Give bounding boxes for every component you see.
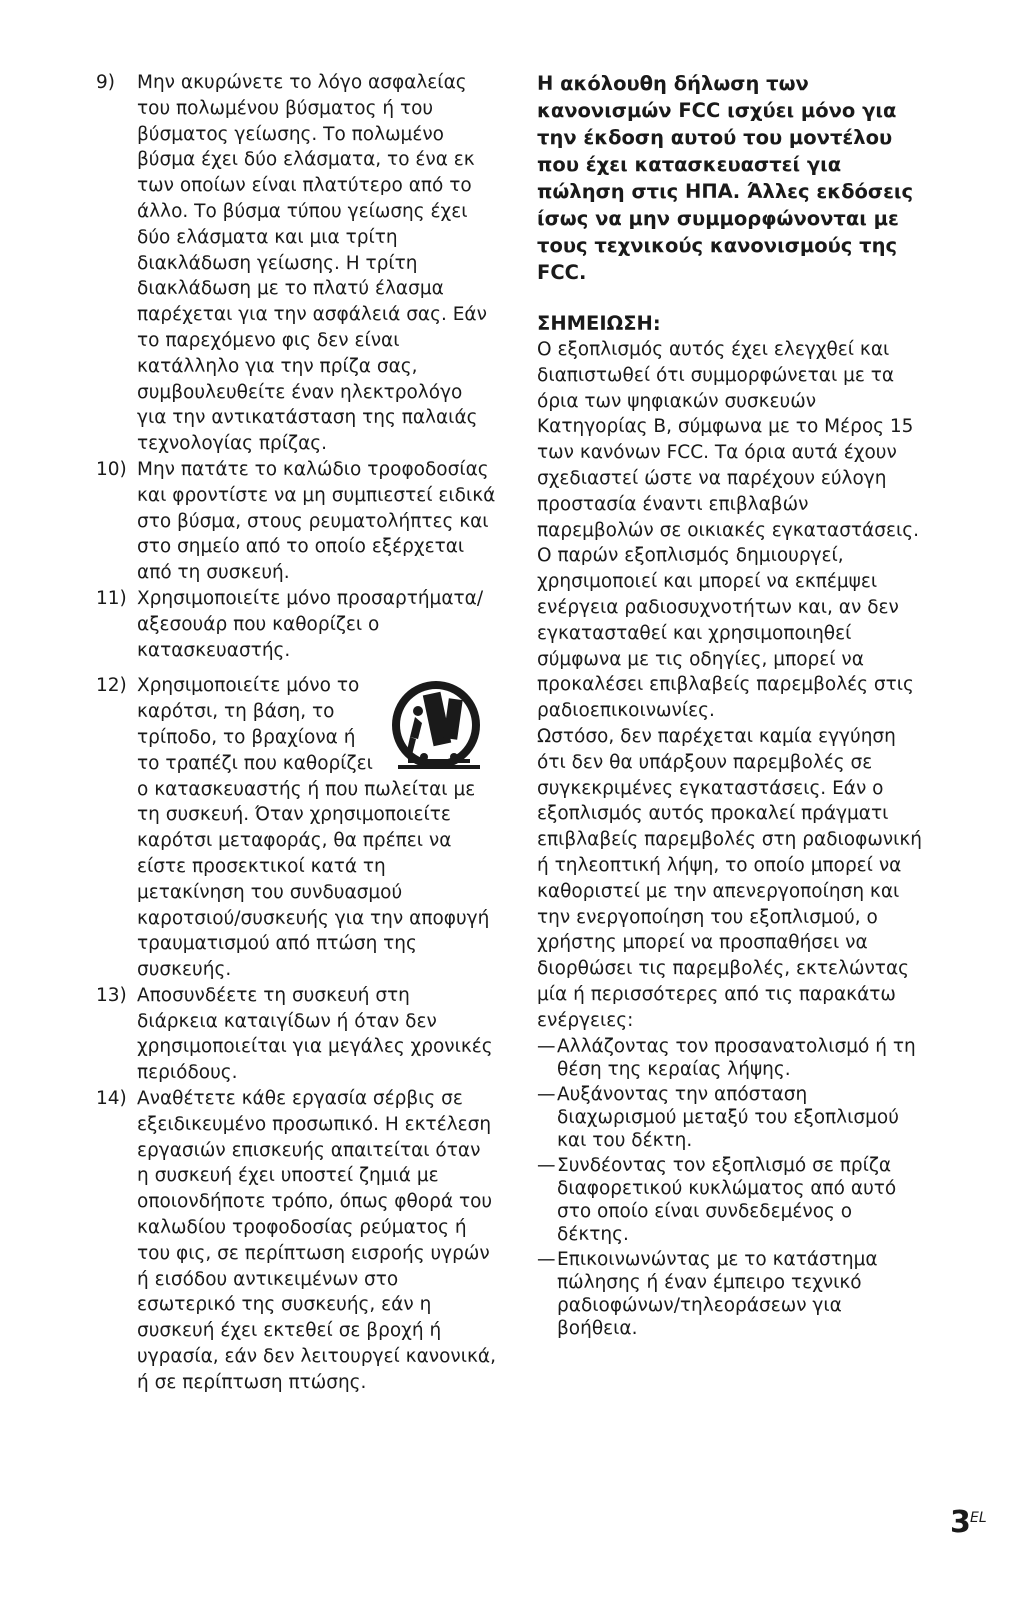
cart-tipover-warning-icon — [388, 679, 488, 775]
item-text: Χρησιμοποιείτε μόνο το καρότσι, τη βάση, το τρίποδο, το βραχίονα ή το τραπέζι που καθορίζει ο κατασκευαστής ή που πωλείται με τη συσκευή. Όταν χρησιμοποιείτε καρότσι μεταφοράς, θα πρέπει να είστε προσεκτικοί κατά τη μετακίνηση του συνδυασμού καροτσιού/συσκευής για την αποφυγή τραυματισμού από πτώση της συσκευής. — [137, 675, 490, 981]
fcc-statement: Η ακόλουθη δήλωση των κανονισμών FCC ισχύει μόνο για την έκδοση αυτού του μοντέλου που έχει κατασκευαστεί για πώληση στις ΗΠΑ. Άλλες εκδόσεις ίσως να μην συμμορφώνονται με τους τεχνικούς κανονισμούς της FCC. — [537, 72, 914, 284]
safety-item-12 — [96, 673, 496, 983]
item-number: 12) — [96, 675, 127, 697]
note-paragraph-2: Ωστόσο, δεν παρέχεται καμία εγγύηση ότι δεν θα υπάρξουν παρεμβολές σε συγκεκριμένες εγκαταστάσεις. Εάν ο εξοπλισμός αυτός προκαλεί πράγματι επιβλαβείς παρεμβολές στη ραδιοφωνική ή τηλεοπτική λήψη, το οποίο μπορεί να καθοριστεί με την απενεργοποίηση και την ενεργοποίηση του εξοπλισμού, ο χρήστης μπορεί να προσπαθήσει να διορθώσει τις παρεμβολές, εκτελώντας μία ή περισσότερες από τις παρακάτω ενέργειες: — [537, 725, 923, 1031]
note-title: ΣΗΜΕΙΩΣΗ: — [537, 312, 661, 335]
page-number: 3 — [950, 1505, 971, 1540]
item-text: Χρησιμοποιείτε μόνο προσαρτήματα/αξεσουάρ που καθορίζει ο κατασκευαστής. — [137, 587, 484, 661]
safety-item-14 — [96, 1086, 496, 1396]
safety-item-10 — [96, 457, 496, 586]
item-text: Μην πατάτε το καλώδιο τροφοδοσίας και φροντίστε να μη συμπιεστεί ειδικά στο βύσμα, στους ρευματολήπτες και στο σημείο από το οποίο εξέρχεται από τη συσκευή. — [137, 458, 496, 584]
item-number: 9) — [96, 72, 115, 93]
dash-marker: — — [537, 1248, 556, 1270]
measure-item — [537, 1154, 927, 1246]
item-text: Αποσυνδέετε τη συσκευή στη διάρκεια καταιγίδων ή όταν δεν χρησιμοποιείται για μεγάλες χρονικές περιόδους. — [137, 984, 493, 1084]
safety-item-11 — [96, 586, 496, 663]
measure-item — [537, 1083, 927, 1152]
item-text: Αναθέτετε κάθε εργασία σέρβις σε εξειδικευμένο προσωπικό. Η εκτέλεση εργασιών επισκευής απαιτείται όταν η συσκευή έχει υποστεί ζημιά με οποιονδήποτε τρόπο, όπως φθορά του καλωδίου τροφοδοσίας ρεύματος ή του φις, σε περίπτωση εισροής υγρών ή εισόδου αντικειμένων στο εσωτερικό της συσκευής, εάν η συσκευή έχει εκτεθεί σε βροχή ή υγρασία, εάν δεν λειτουργεί κανονικά, ή σε περίπτωση πτώσης. — [137, 1088, 496, 1393]
item-number: 13) — [96, 984, 127, 1006]
item-number: 10) — [96, 458, 127, 480]
measure-item — [537, 1035, 927, 1081]
item-number: 14) — [96, 1088, 127, 1110]
dash-marker: — — [537, 1035, 556, 1057]
measure-text: Συνδέοντας τον εξοπλισμό σε πρίζα διαφορετικού κυκλώματος από αυτό στο οποίο είναι συνδεδεμένος ο δέκτης. — [557, 1154, 897, 1245]
item-text: Μην ακυρώνετε το λόγο ασφαλείας του πολωμένου βύσματος ή του βύσματος γείωσης. Το πολωμένο βύσμα έχει δύο ελάσματα, το ένα εκ των οποίων είναι πλατύτερο από το άλλο. Το βύσμα τύπου γείωσης έχει δύο ελάσματα και μια τρίτη διακλάδωση γείωσης. Η τρίτη διακλάδωση με το πλατύ έλασμα παρέχεται για την ασφάλειά σας. Εάν το παρεχόμενο φις δεν είναι κατάλληλο για την πρίζα σας, συμβουλευθείτε έναν ηλεκτρολόγο για την αντικατάσταση της παλαιάς τεχνολογίας πρίζας. — [137, 72, 487, 455]
measure-item — [537, 1248, 927, 1340]
measure-text: Αυξάνοντας την απόσταση διαχωρισμού μεταξύ του εξοπλισμού και του δέκτη. — [557, 1083, 899, 1151]
item-number: 11) — [96, 587, 127, 609]
note-paragraph-1: Ο εξοπλισμός αυτός έχει ελεγχθεί και διαπιστωθεί ότι συμμορφώνεται με τα όρια των ψηφιακών συσκευών Κατηγορίας B, σύμφωνα με το Μέρος 15 των κανόνων FCC. Τα όρια αυτά έχουν σχεδιαστεί ώστε να παρέχουν εύλογη προστασία έναντι επιβλαβών παρεμβολών σε οικιακές εγκαταστάσεις. Ο παρών εξοπλισμός δημιουργεί, χρησιμοποιεί και μπορεί να εκπέμψει ενέργεια ραδιοσυχνοτήτων και, αν δεν εγκατασταθεί και χρησιμοποιηθεί σύμφωνα με τις οδηγίες, μπορεί να προκαλέσει επιβλαβείς παρεμβολές στις ραδιοεπικοινωνίες. — [537, 339, 919, 722]
dash-marker: — — [537, 1083, 556, 1105]
left-column — [96, 70, 496, 1396]
page-language-suffix: EL — [970, 1510, 987, 1526]
dash-marker: — — [537, 1154, 556, 1176]
measure-text: Επικοινωνώντας με το κατάστημα πώλησης ή έναν έμπειρο τεχνικό ραδιοφώνων/τηλεοράσεων για βοήθεια. — [557, 1248, 878, 1339]
measure-text: Αλλάζοντας τον προσανατολισμό ή τη θέση της κεραίας λήψης. — [557, 1035, 916, 1080]
right-column — [537, 70, 927, 1340]
safety-item-9 — [96, 70, 496, 457]
safety-item-13 — [96, 983, 496, 1086]
